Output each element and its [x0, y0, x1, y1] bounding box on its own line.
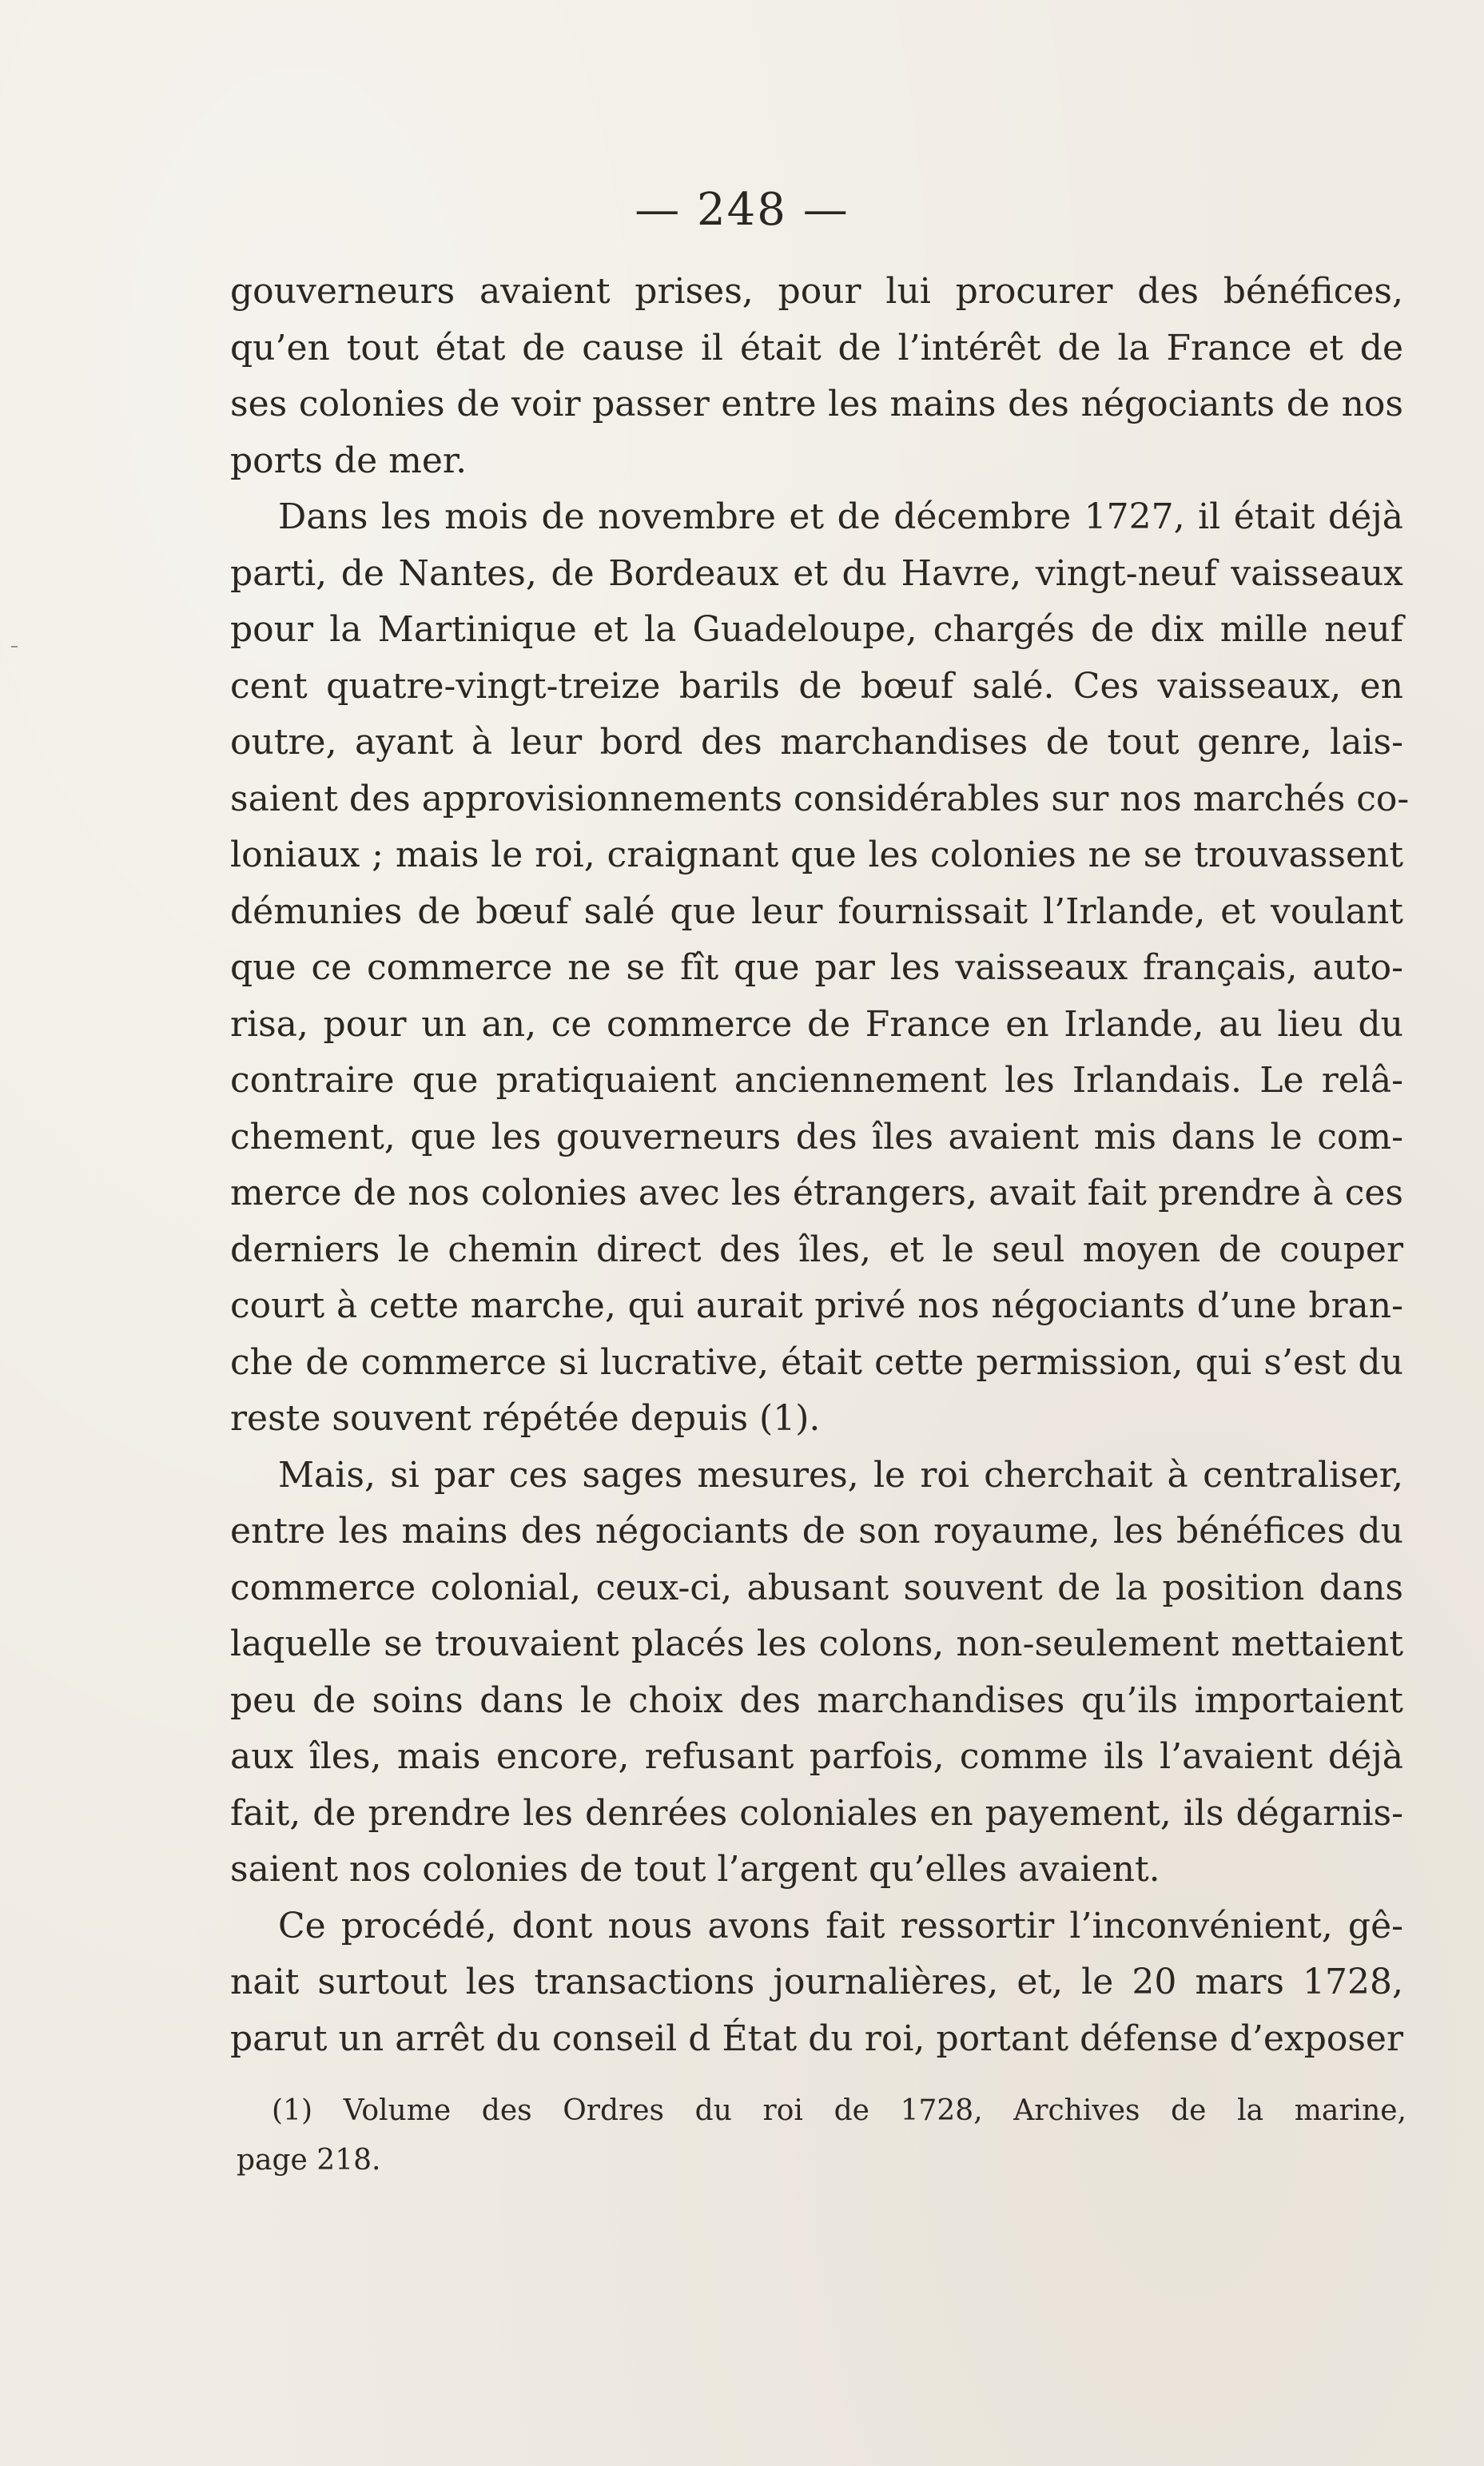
text-line: court à cette marche, qui aurait privé nos négociants d’une bran- — [230, 1285, 1403, 1326]
text-line: risa, pour un an, ce commerce de France en Irlande, au lieu du — [230, 1003, 1403, 1045]
text-line: cent quatre-vingt-treize barils de bœuf salé. Ces vaisseaux, en — [230, 665, 1403, 707]
text-line: ses colonies de voir passer entre les mains des négociants de nos — [230, 384, 1403, 424]
paragraph-first-line: Dans les mois de novembre et de décembre 1727, il était déjà — [278, 496, 1403, 537]
text-line: che de commerce si lucrative, était cette permission, qui s’est du — [230, 1341, 1403, 1383]
text-line: saient des approvisionnements considérables sur nos marchés co- — [230, 778, 1410, 819]
footnote-line: page 218. — [237, 2144, 381, 2177]
page-number: — 248 — — [635, 184, 849, 236]
text-line: que ce commerce ne se fît que par les vaisseaux français, auto- — [230, 947, 1403, 988]
text-line: entre les mains des négociants de son royaume, les bénéfices du — [230, 1511, 1403, 1552]
text-line: parti, de Nantes, de Bordeaux et du Havre, vingt-neuf vaisseaux — [230, 552, 1403, 594]
text-line: parut un arrêt du conseil d État du roi, portant défense d’exposer — [230, 2018, 1403, 2059]
text-line: qu’en tout état de cause il était de l’intérêt de la France et de — [230, 327, 1403, 369]
text-line: laquelle se trouvaient placés les colons, non-seulement mettaient — [230, 1623, 1403, 1664]
text-line: loniaux ; mais le roi, craignant que les colonies ne se trouvassent — [230, 835, 1403, 875]
text-line: aux îles, mais encore, refusant parfois, comme ils l’avaient déjà — [230, 1736, 1403, 1777]
body-text — [230, 264, 1410, 2067]
text-line: nait surtout les transactions journalières, et, le 20 mars 1728, — [230, 1962, 1403, 2002]
text-line: outre, ayant à leur bord des marchandises de tout genre, lais- — [230, 722, 1403, 763]
paragraph-first-line: Ce procédé, dont nous avons fait ressortir l’inconvénient, gê- — [278, 1905, 1403, 1946]
footnote — [237, 2086, 1406, 2185]
text-line: peu de soins dans le choix des marchandises qu’ils importaient — [230, 1679, 1403, 1721]
text-line: commerce colonial, ceux-ci, abusant souvent de la position dans — [230, 1567, 1403, 1608]
text-line: pour la Martinique et la Guadeloupe, chargés de dix mille neuf — [230, 609, 1403, 650]
margin-mark — [11, 646, 18, 647]
text-line: reste souvent répétée depuis (1). — [230, 1398, 821, 1439]
text-line: gouverneurs avaient prises, pour lui procurer des bénéfices, — [230, 271, 1403, 312]
text-line: fait, de prendre les denrées coloniales en payement, ils dégarnis- — [230, 1792, 1403, 1834]
paragraph-first-line: Mais, si par ces sages mesures, le roi cherchait à centraliser, — [278, 1454, 1403, 1496]
text-line: contraire que pratiquaient anciennement les Irlandais. Le relâ- — [230, 1060, 1403, 1101]
text-line: ports de mer. — [230, 440, 467, 481]
text-line: merce de nos colonies avec les étrangers, avait fait prendre à ces — [230, 1173, 1403, 1213]
text-line: démunies de bœuf salé que leur fournissait l’Irlande, et voulant — [230, 890, 1403, 932]
text-line: saient nos colonies de tout l’argent qu’elles avaient. — [230, 1849, 1160, 1890]
text-line: chement, que les gouverneurs des îles avaient mis dans le com- — [230, 1116, 1403, 1157]
footnote-line: (1) Volume des Ordres du roi de 1728, Archives de la marine, — [272, 2094, 1406, 2127]
text-line: derniers le chemin direct des îles, et le seul moyen de couper — [230, 1229, 1403, 1270]
